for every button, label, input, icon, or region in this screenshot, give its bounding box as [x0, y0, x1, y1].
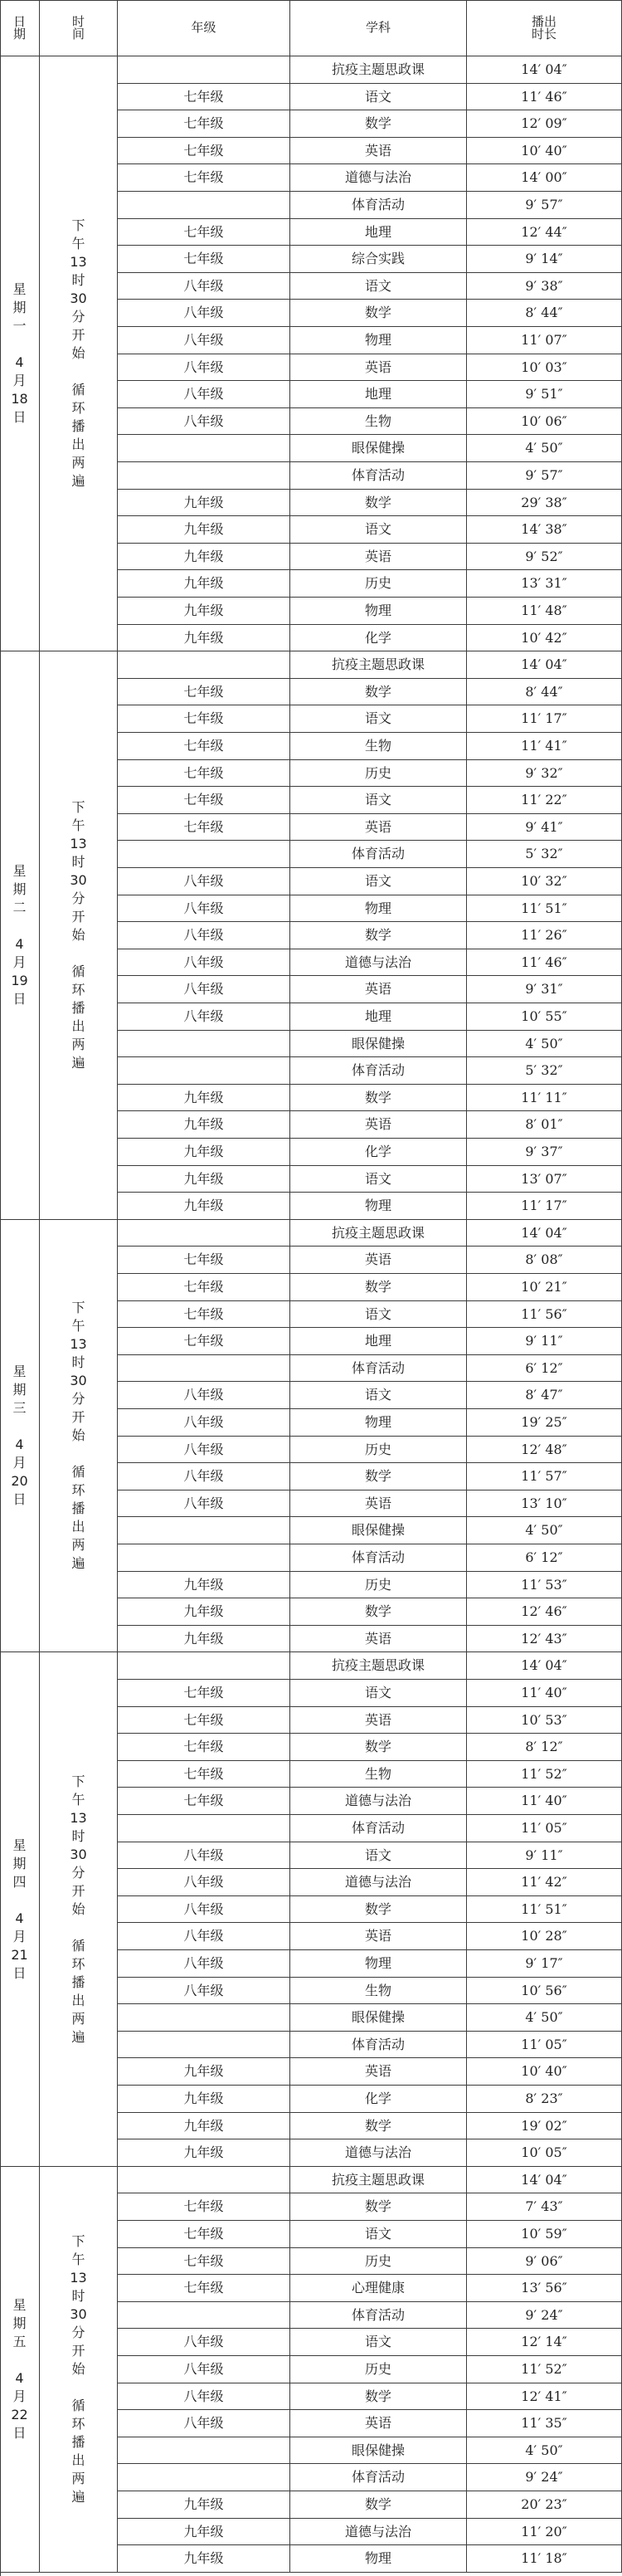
grade-cell: 八年级 — [118, 1978, 290, 2004]
time-cell: 下 午 13 时 30 分 开 始 循 环 播 出 两 遍 — [40, 1652, 118, 2167]
grade-cell: 九年级 — [118, 2139, 290, 2167]
subject-cell: 语文 — [290, 1680, 467, 1707]
subject-cell: 体育活动 — [290, 1815, 467, 1842]
header-duration: 播出 时长 — [467, 0, 622, 56]
grade-cell — [118, 435, 290, 462]
grade-cell: 七年级 — [118, 2193, 290, 2221]
duration-cell: 19′ 02″ — [467, 2113, 622, 2139]
grade-cell: 九年级 — [118, 1626, 290, 1652]
subject-cell: 地理 — [290, 381, 467, 408]
subject-cell: 体育活动 — [290, 1355, 467, 1382]
subject-cell: 心理健康 — [290, 2275, 467, 2302]
subject-cell: 道德与法治 — [290, 164, 467, 192]
grade-cell: 七年级 — [118, 2221, 290, 2248]
subject-cell: 数学 — [290, 1734, 467, 1761]
subject-cell: 英语 — [290, 354, 467, 381]
subject-cell: 生物 — [290, 1761, 467, 1788]
subject-cell: 英语 — [290, 1111, 467, 1139]
duration-cell: 9′ 38″ — [467, 273, 622, 300]
grade-cell: 八年级 — [118, 895, 290, 922]
duration-cell: 11′ 41″ — [467, 733, 622, 760]
subject-cell: 物理 — [290, 1950, 467, 1978]
grade-cell: 八年级 — [118, 1409, 290, 1437]
duration-cell: 29′ 38″ — [467, 490, 622, 516]
subject-cell: 英语 — [290, 1626, 467, 1652]
subject-cell: 综合实践 — [290, 246, 467, 273]
subject-cell: 体育活动 — [290, 2302, 467, 2329]
subject-cell: 抗疫主题思政课 — [290, 2167, 467, 2193]
day-cell: 星 期 四 4 月 21 日 — [0, 1652, 40, 2167]
grade-cell — [118, 1031, 290, 1057]
subject-cell: 体育活动 — [290, 841, 467, 868]
duration-cell: 9′ 51″ — [467, 381, 622, 408]
subject-cell: 英语 — [290, 1923, 467, 1950]
grade-cell: 九年级 — [118, 1193, 290, 1220]
grade-cell: 七年级 — [118, 164, 290, 192]
subject-cell: 数学 — [290, 679, 467, 705]
duration-cell: 10′ 21″ — [467, 1274, 622, 1301]
duration-cell: 14′ 04″ — [467, 1220, 622, 1247]
subject-cell: 物理 — [290, 895, 467, 922]
subject-cell: 地理 — [290, 1003, 467, 1031]
subject-cell: 语文 — [290, 1301, 467, 1328]
grade-cell: 七年级 — [118, 1734, 290, 1761]
grade-cell: 七年级 — [118, 2275, 290, 2302]
grade-cell — [118, 56, 290, 84]
duration-cell: 4′ 50″ — [467, 435, 622, 462]
grade-cell: 九年级 — [118, 2086, 290, 2113]
grade-cell — [118, 2302, 290, 2329]
grade-cell: 七年级 — [118, 1247, 290, 1274]
duration-cell: 11′ 40″ — [467, 1680, 622, 1707]
grade-cell: 八年级 — [118, 1950, 290, 1978]
subject-cell: 体育活动 — [290, 2464, 467, 2491]
duration-cell: 4′ 50″ — [467, 1517, 622, 1544]
subject-cell: 生物 — [290, 733, 467, 760]
grade-cell: 七年级 — [118, 219, 290, 246]
duration-cell: 14′ 04″ — [467, 56, 622, 84]
duration-cell: 12′ 14″ — [467, 2329, 622, 2356]
grade-cell: 八年级 — [118, 868, 290, 895]
subject-cell: 化学 — [290, 2086, 467, 2113]
duration-cell: 11′ 56″ — [467, 1301, 622, 1328]
duration-cell: 12′ 09″ — [467, 110, 622, 138]
duration-cell: 10′ 59″ — [467, 2221, 622, 2248]
duration-cell: 13′ 10″ — [467, 1490, 622, 1517]
duration-cell: 8′ 23″ — [467, 2086, 622, 2113]
duration-cell: 4′ 50″ — [467, 1031, 622, 1057]
duration-cell: 12′ 44″ — [467, 219, 622, 246]
subject-cell: 数学 — [290, 2383, 467, 2410]
subject-cell: 英语 — [290, 976, 467, 1003]
grade-cell: 八年级 — [118, 300, 290, 327]
duration-cell: 9′ 57″ — [467, 192, 622, 219]
subject-cell: 体育活动 — [290, 192, 467, 219]
duration-cell: 11′ 22″ — [467, 787, 622, 814]
grade-cell: 八年级 — [118, 1896, 290, 1923]
duration-cell: 14′ 04″ — [467, 651, 622, 679]
subject-cell: 生物 — [290, 1978, 467, 2004]
duration-cell: 10′ 40″ — [467, 2058, 622, 2086]
subject-cell: 抗疫主题思政课 — [290, 1220, 467, 1247]
grade-cell: 八年级 — [118, 922, 290, 949]
grade-cell: 九年级 — [118, 1139, 290, 1166]
duration-cell: 14′ 04″ — [467, 2167, 622, 2193]
subject-cell: 语文 — [290, 273, 467, 300]
grade-cell — [118, 2167, 290, 2193]
subject-cell: 语文 — [290, 84, 467, 110]
duration-cell: 12′ 43″ — [467, 1626, 622, 1652]
grade-cell: 七年级 — [118, 760, 290, 787]
subject-cell: 数学 — [290, 1598, 467, 1626]
duration-cell: 14′ 00″ — [467, 164, 622, 192]
subject-cell: 语文 — [290, 705, 467, 733]
subject-cell: 语文 — [290, 787, 467, 814]
duration-cell: 11′ 05″ — [467, 2032, 622, 2058]
duration-cell: 12′ 48″ — [467, 1437, 622, 1463]
duration-cell: 13′ 07″ — [467, 1166, 622, 1193]
grade-cell: 八年级 — [118, 2410, 290, 2437]
day-cell: 星 期 五 4 月 22 日 — [0, 2167, 40, 2573]
duration-cell: 11′ 05″ — [467, 1815, 622, 1842]
subject-cell: 眼保健操 — [290, 1517, 467, 1544]
subject-cell: 历史 — [290, 2248, 467, 2275]
time-cell: 下 午 13 时 30 分 开 始 循 环 播 出 两 遍 — [40, 56, 118, 651]
grade-cell: 八年级 — [118, 1382, 290, 1409]
grade-cell — [118, 2464, 290, 2491]
grade-cell: 七年级 — [118, 787, 290, 814]
grade-cell: 八年级 — [118, 1437, 290, 1463]
grade-cell — [118, 1652, 290, 1680]
duration-cell: 11′ 42″ — [467, 1869, 622, 1896]
grade-cell: 七年级 — [118, 138, 290, 164]
duration-cell: 4′ 50″ — [467, 2437, 622, 2464]
duration-cell: 9′ 06″ — [467, 2248, 622, 2275]
subject-cell: 地理 — [290, 1328, 467, 1355]
duration-cell: 14′ 04″ — [467, 1652, 622, 1680]
grade-cell: 九年级 — [118, 544, 290, 570]
grade-cell: 八年级 — [118, 327, 290, 354]
subject-cell: 数学 — [290, 2491, 467, 2519]
duration-cell: 19′ 25″ — [467, 1409, 622, 1437]
subject-cell: 化学 — [290, 625, 467, 651]
grade-cell: 九年级 — [118, 516, 290, 544]
duration-cell: 8′ 08″ — [467, 1247, 622, 1274]
duration-cell: 9′ 11″ — [467, 1328, 622, 1355]
duration-cell: 11′ 20″ — [467, 2519, 622, 2545]
duration-cell: 11′ 51″ — [467, 1896, 622, 1923]
duration-cell: 9′ 24″ — [467, 2464, 622, 2491]
grade-cell: 八年级 — [118, 1003, 290, 1031]
grade-cell: 八年级 — [118, 1869, 290, 1896]
day-cell: 星 期 二 4 月 19 日 — [0, 651, 40, 1220]
subject-cell: 语文 — [290, 516, 467, 544]
grade-cell: 九年级 — [118, 570, 290, 598]
subject-cell: 眼保健操 — [290, 2004, 467, 2032]
grade-cell: 八年级 — [118, 381, 290, 408]
subject-cell: 数学 — [290, 1274, 467, 1301]
subject-cell: 数学 — [290, 300, 467, 327]
subject-cell: 语文 — [290, 1842, 467, 1869]
grade-cell: 七年级 — [118, 1761, 290, 1788]
grade-cell: 七年级 — [118, 814, 290, 841]
duration-cell: 9′ 37″ — [467, 1139, 622, 1166]
subject-cell: 体育活动 — [290, 2032, 467, 2058]
subject-cell: 物理 — [290, 327, 467, 354]
duration-cell: 10′ 56″ — [467, 1978, 622, 2004]
duration-cell: 9′ 41″ — [467, 814, 622, 841]
duration-cell: 4′ 50″ — [467, 2004, 622, 2032]
subject-cell: 英语 — [290, 544, 467, 570]
grade-cell: 七年级 — [118, 110, 290, 138]
grade-cell — [118, 2032, 290, 2058]
grade-cell: 七年级 — [118, 679, 290, 705]
subject-cell: 体育活动 — [290, 1544, 467, 1572]
grade-cell: 九年级 — [118, 598, 290, 625]
grade-cell — [118, 1220, 290, 1247]
duration-cell: 11′ 11″ — [467, 1085, 622, 1111]
grade-cell: 七年级 — [118, 2248, 290, 2275]
grade-cell: 九年级 — [118, 625, 290, 651]
grade-cell — [118, 1355, 290, 1382]
duration-cell: 5′ 32″ — [467, 1057, 622, 1085]
subject-cell: 语文 — [290, 868, 467, 895]
grade-cell: 七年级 — [118, 1707, 290, 1734]
grade-cell — [118, 192, 290, 219]
duration-cell: 7′ 43″ — [467, 2193, 622, 2221]
duration-cell: 11′ 57″ — [467, 1463, 622, 1490]
subject-cell: 地理 — [290, 219, 467, 246]
duration-cell: 11′ 46″ — [467, 84, 622, 110]
duration-cell: 11′ 17″ — [467, 705, 622, 733]
grade-cell: 七年级 — [118, 1788, 290, 1815]
time-cell: 下 午 13 时 30 分 开 始 循 环 播 出 两 遍 — [40, 1220, 118, 1652]
grade-cell: 九年级 — [118, 1598, 290, 1626]
subject-cell: 抗疫主题思政课 — [290, 651, 467, 679]
duration-cell: 5′ 32″ — [467, 841, 622, 868]
subject-cell: 物理 — [290, 1193, 467, 1220]
day-cell: 星 期 三 4 月 20 日 — [0, 1220, 40, 1652]
subject-cell: 道德与法治 — [290, 1788, 467, 1815]
subject-cell: 物理 — [290, 2545, 467, 2573]
duration-cell: 11′ 26″ — [467, 922, 622, 949]
subject-cell: 历史 — [290, 2356, 467, 2383]
subject-cell: 道德与法治 — [290, 1869, 467, 1896]
grade-cell: 八年级 — [118, 1923, 290, 1950]
duration-cell: 11′ 48″ — [467, 598, 622, 625]
duration-cell: 6′ 12″ — [467, 1355, 622, 1382]
grade-cell: 八年级 — [118, 2383, 290, 2410]
grade-cell: 八年级 — [118, 1842, 290, 1869]
grade-cell: 九年级 — [118, 1085, 290, 1111]
grade-cell: 九年级 — [118, 2519, 290, 2545]
duration-cell: 8′ 01″ — [467, 1111, 622, 1139]
grade-cell: 九年级 — [118, 2113, 290, 2139]
subject-cell: 英语 — [290, 1490, 467, 1517]
grade-cell: 八年级 — [118, 273, 290, 300]
header-subject: 学科 — [290, 0, 467, 56]
duration-cell: 9′ 31″ — [467, 976, 622, 1003]
grade-cell: 八年级 — [118, 1490, 290, 1517]
subject-cell: 历史 — [290, 1437, 467, 1463]
duration-cell: 11′ 18″ — [467, 2545, 622, 2573]
subject-cell: 数学 — [290, 110, 467, 138]
duration-cell: 10′ 40″ — [467, 138, 622, 164]
grade-cell: 八年级 — [118, 2356, 290, 2383]
duration-cell: 12′ 46″ — [467, 1598, 622, 1626]
grade-cell: 八年级 — [118, 408, 290, 435]
duration-cell: 10′ 53″ — [467, 1707, 622, 1734]
subject-cell: 数学 — [290, 1896, 467, 1923]
grade-cell — [118, 2004, 290, 2032]
subject-cell: 道德与法治 — [290, 2139, 467, 2167]
duration-cell: 13′ 31″ — [467, 570, 622, 598]
duration-cell: 9′ 32″ — [467, 760, 622, 787]
grade-cell: 九年级 — [118, 2545, 290, 2573]
grade-cell — [118, 462, 290, 490]
subject-cell: 历史 — [290, 760, 467, 787]
subject-cell: 英语 — [290, 1247, 467, 1274]
duration-cell: 12′ 41″ — [467, 2383, 622, 2410]
grade-cell — [118, 651, 290, 679]
subject-cell: 抗疫主题思政课 — [290, 56, 467, 84]
duration-cell: 9′ 24″ — [467, 2302, 622, 2329]
grade-cell: 七年级 — [118, 84, 290, 110]
subject-cell: 道德与法治 — [290, 2519, 467, 2545]
subject-cell: 物理 — [290, 1409, 467, 1437]
subject-cell: 语文 — [290, 2221, 467, 2248]
grade-cell: 九年级 — [118, 490, 290, 516]
subject-cell: 英语 — [290, 1707, 467, 1734]
grade-cell: 七年级 — [118, 1680, 290, 1707]
time-cell: 下 午 13 时 30 分 开 始 循 环 播 出 两 遍 — [40, 651, 118, 1220]
grade-cell — [118, 841, 290, 868]
time-cell: 下 午 13 时 30 分 开 始 循 环 播 出 两 遍 — [40, 2167, 118, 2573]
grade-cell: 七年级 — [118, 1328, 290, 1355]
subject-cell: 语文 — [290, 2329, 467, 2356]
subject-cell: 数学 — [290, 1463, 467, 1490]
subject-cell: 英语 — [290, 814, 467, 841]
grade-cell: 九年级 — [118, 1111, 290, 1139]
subject-cell: 英语 — [290, 138, 467, 164]
grade-cell: 七年级 — [118, 733, 290, 760]
grade-cell — [118, 1544, 290, 1572]
header-day: 日 期 — [0, 0, 40, 56]
duration-cell: 10′ 05″ — [467, 2139, 622, 2167]
grade-cell — [118, 2437, 290, 2464]
duration-cell: 8′ 44″ — [467, 300, 622, 327]
subject-cell: 数学 — [290, 2113, 467, 2139]
subject-cell: 英语 — [290, 2058, 467, 2086]
duration-cell: 9′ 57″ — [467, 462, 622, 490]
grade-cell: 八年级 — [118, 354, 290, 381]
duration-cell: 8′ 12″ — [467, 1734, 622, 1761]
duration-cell: 9′ 52″ — [467, 544, 622, 570]
grade-cell — [118, 1517, 290, 1544]
duration-cell: 14′ 38″ — [467, 516, 622, 544]
grade-cell: 七年级 — [118, 1301, 290, 1328]
subject-cell: 数学 — [290, 490, 467, 516]
subject-cell: 眼保健操 — [290, 1031, 467, 1057]
subject-cell: 抗疫主题思政课 — [290, 1652, 467, 1680]
duration-cell: 10′ 32″ — [467, 868, 622, 895]
day-cell: 星 期 一 4 月 18 日 — [0, 56, 40, 651]
duration-cell: 8′ 44″ — [467, 679, 622, 705]
grade-cell: 七年级 — [118, 246, 290, 273]
duration-cell: 11′ 53″ — [467, 1572, 622, 1598]
duration-cell: 11′ 52″ — [467, 2356, 622, 2383]
duration-cell: 11′ 17″ — [467, 1193, 622, 1220]
duration-cell: 20′ 23″ — [467, 2491, 622, 2519]
duration-cell: 11′ 51″ — [467, 895, 622, 922]
grade-cell: 八年级 — [118, 949, 290, 976]
grade-cell: 九年级 — [118, 2058, 290, 2086]
duration-cell: 9′ 14″ — [467, 246, 622, 273]
duration-cell: 9′ 11″ — [467, 1842, 622, 1869]
header-time: 时 间 — [40, 0, 118, 56]
subject-cell: 体育活动 — [290, 462, 467, 490]
subject-cell: 化学 — [290, 1139, 467, 1166]
subject-cell: 数学 — [290, 922, 467, 949]
duration-cell: 8′ 47″ — [467, 1382, 622, 1409]
subject-cell: 体育活动 — [290, 1057, 467, 1085]
grade-cell: 九年级 — [118, 1166, 290, 1193]
grade-cell: 七年级 — [118, 705, 290, 733]
grade-cell: 八年级 — [118, 2329, 290, 2356]
header-grade: 年级 — [118, 0, 290, 56]
subject-cell: 语文 — [290, 1382, 467, 1409]
duration-cell: 10′ 28″ — [467, 1923, 622, 1950]
grade-cell: 九年级 — [118, 2491, 290, 2519]
subject-cell: 语文 — [290, 1166, 467, 1193]
grade-cell: 八年级 — [118, 976, 290, 1003]
subject-cell: 眼保健操 — [290, 435, 467, 462]
subject-cell: 生物 — [290, 408, 467, 435]
subject-cell: 眼保健操 — [290, 2437, 467, 2464]
duration-cell: 13′ 56″ — [467, 2275, 622, 2302]
duration-cell: 10′ 55″ — [467, 1003, 622, 1031]
grade-cell: 八年级 — [118, 1463, 290, 1490]
grade-cell — [118, 1815, 290, 1842]
duration-cell: 11′ 52″ — [467, 1761, 622, 1788]
duration-cell: 11′ 07″ — [467, 327, 622, 354]
duration-cell: 11′ 40″ — [467, 1788, 622, 1815]
subject-cell: 历史 — [290, 1572, 467, 1598]
subject-cell: 道德与法治 — [290, 949, 467, 976]
duration-cell: 10′ 42″ — [467, 625, 622, 651]
duration-cell: 10′ 03″ — [467, 354, 622, 381]
duration-cell: 6′ 12″ — [467, 1544, 622, 1572]
subject-cell: 数学 — [290, 1085, 467, 1111]
grade-cell: 七年级 — [118, 1274, 290, 1301]
grade-cell — [118, 1057, 290, 1085]
subject-cell: 数学 — [290, 2193, 467, 2221]
subject-cell: 英语 — [290, 2410, 467, 2437]
duration-cell: 11′ 46″ — [467, 949, 622, 976]
duration-cell: 9′ 17″ — [467, 1950, 622, 1978]
subject-cell: 历史 — [290, 570, 467, 598]
subject-cell: 物理 — [290, 598, 467, 625]
grade-cell: 九年级 — [118, 1572, 290, 1598]
duration-cell: 11′ 35″ — [467, 2410, 622, 2437]
duration-cell: 10′ 06″ — [467, 408, 622, 435]
